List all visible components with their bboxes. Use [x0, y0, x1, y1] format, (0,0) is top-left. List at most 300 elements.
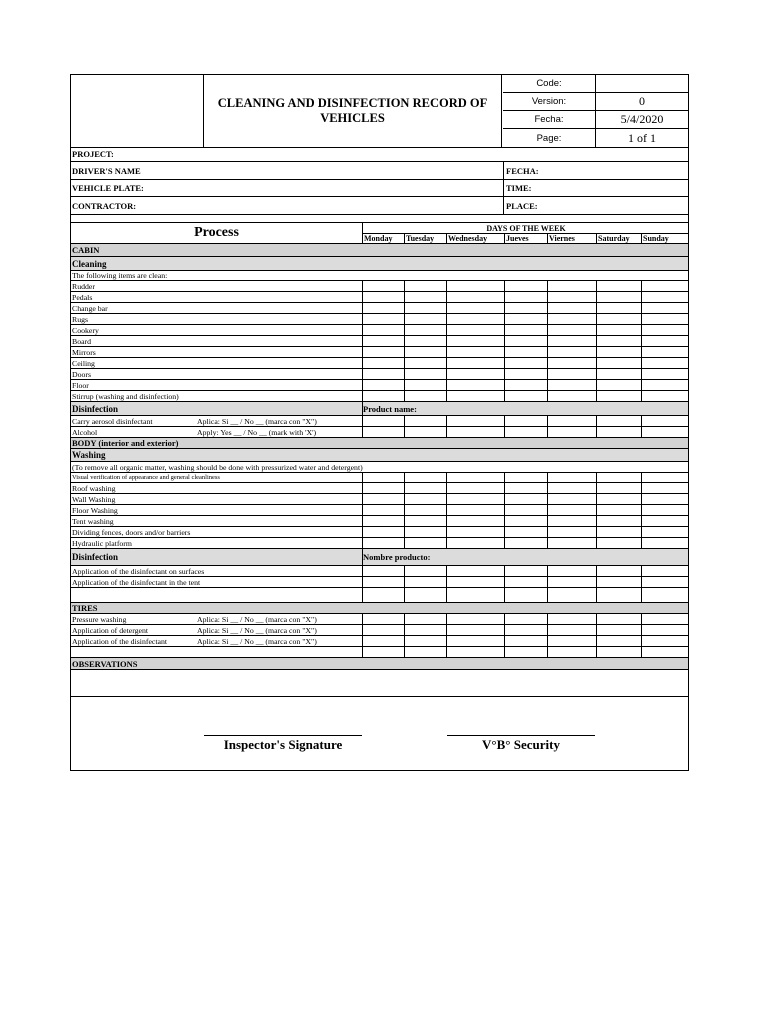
day-check-cell[interactable] — [641, 636, 688, 646]
day-check-cell[interactable] — [446, 577, 504, 587]
day-check-cell[interactable] — [404, 473, 446, 482]
day-check-cell[interactable] — [504, 566, 547, 576]
meta-fecha — [503, 111, 688, 129]
day-check-cell[interactable] — [596, 647, 641, 657]
checklist-row-floor — [71, 380, 688, 391]
checklist-row-ceiling — [71, 358, 688, 369]
checklist-row-change-bar — [71, 303, 688, 314]
day-header-jueves: Jueves — [504, 233, 547, 243]
checklist-row-application-of-the-disinfectant-on-surfa — [71, 566, 688, 577]
day-check-cell[interactable] — [547, 416, 596, 426]
day-check-cell[interactable] — [641, 416, 688, 426]
checklist-row-roof-washing — [71, 483, 688, 494]
day-check-cell[interactable] — [362, 527, 404, 537]
day-check-cell[interactable] — [362, 566, 404, 576]
day-check-cell[interactable] — [504, 505, 547, 515]
day-check-cell[interactable] — [362, 369, 404, 379]
grid-header — [71, 223, 688, 244]
day-check-cell[interactable] — [446, 625, 504, 635]
day-check-cell[interactable] — [504, 473, 547, 482]
day-check-cell[interactable] — [404, 336, 446, 346]
day-check-cell[interactable] — [504, 336, 547, 346]
day-check-cell[interactable] — [504, 391, 547, 401]
day-check-cell[interactable] — [547, 494, 596, 504]
day-check-cell[interactable] — [596, 566, 641, 576]
apply-choice-label: Aplica: Si __ / No __ (marca con "X") — [197, 625, 317, 635]
checklist-row-board — [71, 336, 688, 347]
day-check-cell[interactable] — [404, 625, 446, 635]
day-header-saturday: Saturday — [596, 233, 641, 243]
day-check-cell[interactable] — [596, 416, 641, 426]
day-check-cell[interactable] — [504, 483, 547, 493]
day-check-cell[interactable] — [547, 505, 596, 515]
row-label: TIRES — [72, 603, 98, 613]
row-label: Visual verification of appearance and general cleanliness — [72, 474, 220, 481]
row-label: Wall Washing — [72, 494, 116, 504]
day-check-cell[interactable] — [504, 647, 547, 657]
day-check-cell[interactable] — [547, 325, 596, 335]
day-check-cell[interactable] — [362, 614, 404, 624]
day-check-cell[interactable] — [504, 314, 547, 324]
product-name-cell[interactable] — [362, 402, 688, 415]
day-check-cell[interactable] — [404, 347, 446, 357]
checklist-row-application-of-the-disinfectant — [71, 636, 688, 647]
day-check-cell[interactable] — [404, 566, 446, 576]
day-check-cell[interactable] — [362, 625, 404, 635]
day-check-cell[interactable] — [504, 358, 547, 368]
day-check-cell[interactable] — [404, 636, 446, 646]
day-check-cell[interactable] — [362, 427, 404, 437]
day-check-cell[interactable] — [547, 336, 596, 346]
day-check-cell[interactable] — [547, 577, 596, 587]
row-label: Disinfection — [72, 552, 118, 562]
day-check-cell[interactable] — [547, 527, 596, 537]
day-check-cell[interactable] — [362, 416, 404, 426]
day-check-cell[interactable] — [547, 292, 596, 302]
apply-choice-label: Apply: Yes __ / No __ (mark with 'X') — [197, 427, 317, 437]
day-check-cell[interactable] — [547, 538, 596, 548]
day-check-cell[interactable] — [596, 292, 641, 302]
day-check-cell[interactable] — [596, 303, 641, 313]
day-check-cell[interactable] — [362, 588, 404, 602]
day-check-cell[interactable] — [641, 588, 688, 602]
day-check-cell[interactable] — [596, 473, 641, 482]
day-check-cell[interactable] — [547, 647, 596, 657]
day-check-cell[interactable] — [362, 336, 404, 346]
day-check-cell[interactable] — [641, 516, 688, 526]
form-header — [71, 75, 688, 148]
apply-choice-label: Aplica: Si __ / No __ (marca con "X") — [197, 636, 317, 646]
row-label: Pressure washing — [72, 614, 127, 624]
plate-label: VEHICLE PLATE: — [72, 183, 144, 193]
checklist-row-hydraulic-platform — [71, 538, 688, 549]
day-check-cell[interactable] — [596, 369, 641, 379]
day-check-cell[interactable] — [596, 391, 641, 401]
inspector-signature-label: Inspector's Signature — [223, 737, 343, 752]
day-check-cell[interactable] — [596, 516, 641, 526]
day-check-cell[interactable] — [547, 369, 596, 379]
meta-label: Version: — [503, 93, 596, 110]
day-check-cell[interactable] — [504, 588, 547, 602]
day-check-cell[interactable] — [362, 303, 404, 313]
day-check-cell[interactable] — [641, 380, 688, 390]
checklist-row-floor-washing — [71, 505, 688, 516]
day-check-cell[interactable] — [404, 483, 446, 493]
day-check-cell[interactable] — [404, 325, 446, 335]
days-title: DAYS OF THE WEEK — [362, 223, 689, 234]
day-check-cell[interactable] — [641, 494, 688, 504]
day-check-cell[interactable] — [404, 647, 446, 657]
day-check-cell[interactable] — [446, 347, 504, 357]
row-label: Application of the disinfectant in the tent — [72, 577, 201, 587]
day-check-cell[interactable] — [404, 516, 446, 526]
day-check-cell[interactable] — [504, 325, 547, 335]
day-check-cell[interactable] — [446, 416, 504, 426]
day-check-cell[interactable] — [404, 538, 446, 548]
day-check-cell[interactable] — [596, 281, 641, 291]
day-check-cell[interactable] — [362, 380, 404, 390]
checklist-row-washing — [71, 449, 688, 462]
day-check-cell[interactable] — [547, 380, 596, 390]
inspector-signature-line[interactable] — [204, 735, 362, 736]
vehicle-info — [71, 147, 688, 223]
day-check-cell[interactable] — [596, 614, 641, 624]
plate-row — [71, 180, 688, 197]
day-check-cell[interactable] — [404, 292, 446, 302]
day-check-cell[interactable] — [641, 325, 688, 335]
day-check-cell[interactable] — [504, 347, 547, 357]
day-check-cell[interactable] — [641, 647, 688, 657]
apply-choice-label: Aplica: Si __ / No __ (marca con "X") — [197, 416, 317, 426]
observations-box[interactable] — [71, 666, 688, 697]
checklist-row-doors — [71, 369, 688, 380]
row-label: CABIN — [72, 245, 100, 255]
day-check-cell[interactable] — [547, 636, 596, 646]
day-check-cell[interactable] — [547, 303, 596, 313]
day-check-cell[interactable] — [641, 614, 688, 624]
day-check-cell[interactable] — [504, 527, 547, 537]
day-check-cell[interactable] — [404, 614, 446, 624]
meta-value: 0 — [639, 94, 645, 108]
row-label: Floor Washing — [72, 505, 118, 515]
day-check-cell[interactable] — [404, 577, 446, 587]
row-label: Rugs — [72, 314, 89, 324]
day-check-cell[interactable] — [641, 391, 688, 401]
day-check-cell[interactable] — [362, 494, 404, 504]
checklist-row-visual-verification-of-appearance-and-ge — [71, 473, 688, 483]
day-check-cell[interactable] — [362, 577, 404, 587]
security-signature-label: V°B° Security — [482, 737, 560, 752]
day-check-cell[interactable] — [596, 577, 641, 587]
day-check-cell[interactable] — [547, 614, 596, 624]
meta-value — [596, 75, 688, 92]
day-check-cell[interactable] — [446, 473, 504, 482]
driver-label: DRIVER'S NAME — [72, 165, 141, 176]
day-check-cell[interactable] — [596, 538, 641, 548]
day-check-cell[interactable] — [446, 303, 504, 313]
day-check-cell[interactable] — [641, 527, 688, 537]
day-check-cell[interactable] — [362, 325, 404, 335]
day-check-cell[interactable] — [504, 416, 547, 426]
day-check-cell[interactable] — [547, 347, 596, 357]
day-check-cell[interactable] — [404, 358, 446, 368]
checklist-row-pedals — [71, 292, 688, 303]
day-check-cell[interactable] — [446, 538, 504, 548]
day-check-cell[interactable] — [404, 380, 446, 390]
day-check-cell[interactable] — [547, 281, 596, 291]
row-label: OBSERVATIONS — [72, 658, 138, 669]
meta-label: Fecha: — [503, 111, 596, 128]
day-check-cell[interactable] — [596, 494, 641, 504]
day-check-cell[interactable] — [362, 516, 404, 526]
day-check-cell[interactable] — [362, 391, 404, 401]
day-check-cell[interactable] — [362, 314, 404, 324]
checklist-row-alcohol — [71, 427, 688, 438]
row-label: Washing — [72, 450, 106, 460]
product-name-label: Product name: — [363, 403, 417, 414]
form-title: CLEANING AND DISINFECTION RECORD OF VEHICLES — [204, 75, 502, 147]
day-check-cell[interactable] — [446, 505, 504, 515]
section-header-cabin — [71, 244, 688, 257]
checklist-row-carry-aerosol-disinfectant — [71, 416, 688, 427]
row-label: Change bar — [72, 303, 108, 313]
day-check-cell[interactable] — [547, 588, 596, 602]
row-label: Board — [72, 336, 92, 346]
contractor-row — [71, 197, 688, 215]
day-check-cell[interactable] — [446, 516, 504, 526]
day-check-cell[interactable] — [641, 483, 688, 493]
day-header-wednesday: Wednesday — [446, 233, 504, 243]
checklist-row-stirrup-washing-and-disinfection — [71, 391, 688, 402]
row-label: Hydraulic platform — [72, 538, 132, 548]
day-check-cell[interactable] — [446, 483, 504, 493]
day-check-cell[interactable] — [446, 527, 504, 537]
row-label: BODY (interior and exterior) — [72, 438, 179, 448]
document-meta — [503, 75, 688, 147]
day-check-cell[interactable] — [362, 647, 404, 657]
row-label: Cookery — [72, 325, 99, 335]
day-check-cell[interactable] — [446, 647, 504, 657]
day-check-cell[interactable] — [504, 625, 547, 635]
checklist-row-blank — [71, 588, 688, 603]
row-label: Stirrup (washing and disinfection) — [72, 391, 179, 401]
day-check-cell[interactable] — [504, 494, 547, 504]
day-check-cell[interactable] — [504, 614, 547, 624]
section-header-tires — [71, 603, 688, 614]
day-check-cell[interactable] — [547, 427, 596, 437]
row-label: Disinfection — [72, 403, 118, 414]
security-signature-line[interactable] — [447, 735, 595, 736]
day-check-cell[interactable] — [547, 483, 596, 493]
row-label: Cleaning — [72, 258, 107, 269]
day-check-cell[interactable] — [446, 336, 504, 346]
day-check-cell[interactable] — [404, 494, 446, 504]
day-check-cell[interactable] — [641, 292, 688, 302]
day-check-cell[interactable] — [596, 483, 641, 493]
project-label: PROJECT: — [72, 149, 114, 159]
day-check-cell[interactable] — [596, 505, 641, 515]
day-check-cell[interactable] — [641, 369, 688, 379]
day-check-cell[interactable] — [596, 427, 641, 437]
day-check-cell[interactable] — [547, 473, 596, 482]
day-check-cell[interactable] — [446, 292, 504, 302]
day-check-cell[interactable] — [596, 336, 641, 346]
day-header-sunday: Sunday — [641, 233, 688, 243]
checklist-row-cookery — [71, 325, 688, 336]
day-check-cell[interactable] — [641, 281, 688, 291]
day-check-cell[interactable] — [504, 636, 547, 646]
day-check-cell[interactable] — [404, 391, 446, 401]
day-check-cell[interactable] — [404, 427, 446, 437]
day-check-cell[interactable] — [641, 505, 688, 515]
day-check-cell[interactable] — [504, 380, 547, 390]
day-check-cell[interactable] — [504, 303, 547, 313]
process-title: Process — [194, 225, 239, 240]
row-label: Dividing fences, doors and/or barriers — [72, 527, 191, 537]
row-label: Doors — [72, 369, 92, 379]
day-check-cell[interactable] — [362, 292, 404, 302]
day-check-cell[interactable] — [596, 380, 641, 390]
day-check-cell[interactable] — [596, 314, 641, 324]
meta-label: Code: — [503, 75, 596, 92]
day-check-cell[interactable] — [596, 358, 641, 368]
checklist-row-pressure-washing — [71, 614, 688, 625]
checklist-row-wall-washing — [71, 494, 688, 505]
checklist-row-mirrors — [71, 347, 688, 358]
day-check-cell[interactable] — [362, 347, 404, 357]
row-label: Mirrors — [72, 347, 96, 357]
day-check-cell[interactable] — [596, 636, 641, 646]
day-check-cell[interactable] — [446, 391, 504, 401]
row-label: Carry aerosol disinfectant — [72, 416, 153, 426]
day-check-cell[interactable] — [641, 303, 688, 313]
meta-label: Page: — [503, 129, 596, 147]
meta-code — [503, 75, 688, 93]
day-check-cell[interactable] — [362, 538, 404, 548]
day-check-cell[interactable] — [404, 303, 446, 313]
day-check-cell[interactable] — [446, 358, 504, 368]
meta-version — [503, 93, 688, 111]
contractor-label: CONTRACTOR: — [72, 200, 137, 211]
day-check-cell[interactable] — [404, 505, 446, 515]
day-check-cell[interactable] — [446, 314, 504, 324]
day-check-cell[interactable] — [641, 336, 688, 346]
day-check-cell[interactable] — [504, 292, 547, 302]
day-check-cell[interactable] — [404, 527, 446, 537]
day-check-cell[interactable] — [547, 391, 596, 401]
day-check-cell[interactable] — [641, 566, 688, 576]
day-check-cell[interactable] — [596, 527, 641, 537]
day-check-cell[interactable] — [362, 483, 404, 493]
day-check-cell[interactable] — [547, 314, 596, 324]
day-check-cell[interactable] — [641, 538, 688, 548]
day-header-monday: Monday — [362, 233, 404, 243]
day-check-cell[interactable] — [446, 636, 504, 646]
day-check-cell[interactable] — [446, 369, 504, 379]
section-header-body-interior-and-exterior — [71, 438, 688, 449]
day-check-cell[interactable] — [504, 427, 547, 437]
day-check-cell[interactable] — [641, 427, 688, 437]
project-row — [71, 147, 688, 162]
day-check-cell[interactable] — [446, 566, 504, 576]
day-check-cell[interactable] — [404, 369, 446, 379]
day-check-cell[interactable] — [446, 380, 504, 390]
fecha-label: FECHA: — [503, 162, 539, 179]
checklist-row-disinfection — [71, 402, 688, 416]
checklist-row-dividing-fences-doors-and-or-barriers — [71, 527, 688, 538]
day-check-cell[interactable] — [641, 473, 688, 482]
day-check-cell[interactable] — [641, 358, 688, 368]
day-check-cell[interactable] — [547, 625, 596, 635]
day-check-cell[interactable] — [596, 588, 641, 602]
day-check-cell[interactable] — [641, 314, 688, 324]
row-label: Application of detergent — [72, 625, 149, 635]
day-check-cell[interactable] — [596, 625, 641, 635]
day-header-viernes: Viernes — [547, 233, 596, 243]
row-label: The following items are clean: — [72, 271, 168, 280]
day-check-cell[interactable] — [362, 505, 404, 515]
day-check-cell[interactable] — [362, 358, 404, 368]
day-check-cell[interactable] — [596, 325, 641, 335]
row-label: (To remove all organic matter, washing should be done with pressurized water and detergent) — [72, 462, 363, 472]
day-check-cell[interactable] — [504, 577, 547, 587]
day-check-cell[interactable] — [446, 494, 504, 504]
day-check-cell[interactable] — [404, 416, 446, 426]
day-check-cell[interactable] — [446, 427, 504, 437]
checklist-row-application-of-the-disinfectant-in-the-t — [71, 577, 688, 588]
day-check-cell[interactable] — [547, 358, 596, 368]
day-check-cell[interactable] — [596, 347, 641, 357]
day-check-cell[interactable] — [404, 588, 446, 602]
day-check-cell[interactable] — [362, 473, 404, 482]
day-check-cell[interactable] — [446, 325, 504, 335]
day-check-cell[interactable] — [404, 281, 446, 291]
day-check-cell[interactable] — [641, 347, 688, 357]
day-check-cell[interactable] — [547, 516, 596, 526]
checklist-row-disinfection — [71, 549, 688, 566]
day-check-cell[interactable] — [362, 636, 404, 646]
day-check-cell[interactable] — [547, 566, 596, 576]
day-check-cell[interactable] — [404, 314, 446, 324]
row-label: Pedals — [72, 292, 93, 302]
day-header-tuesday: Tuesday — [404, 233, 446, 243]
row-label: Ceiling — [72, 358, 95, 368]
day-check-cell[interactable] — [446, 281, 504, 291]
day-check-cell[interactable] — [504, 538, 547, 548]
day-check-cell[interactable] — [446, 588, 504, 602]
row-label: Tent washing — [72, 516, 114, 526]
product-name-cell[interactable] — [362, 549, 688, 565]
apply-choice-label: Aplica: Si __ / No __ (marca con "X") — [197, 614, 317, 624]
day-check-cell[interactable] — [641, 577, 688, 587]
checklist-row-the-following-items-are-clean — [71, 271, 688, 281]
place-label: PLACE: — [503, 197, 538, 214]
spacer-row — [71, 215, 688, 223]
day-check-cell[interactable] — [641, 625, 688, 635]
day-check-cell[interactable] — [504, 369, 547, 379]
day-check-cell[interactable] — [446, 614, 504, 624]
day-check-cell[interactable] — [504, 516, 547, 526]
row-label: Application of the disinfectant on surfaces — [72, 566, 205, 576]
checklist-row-tent-washing — [71, 516, 688, 527]
row-label: Rudder — [72, 281, 95, 291]
checklist-row-cleaning — [71, 257, 688, 271]
meta-value: 1 of 1 — [628, 130, 656, 145]
day-check-cell[interactable] — [504, 281, 547, 291]
row-label: Alcohol — [72, 427, 98, 437]
day-check-cell[interactable] — [362, 281, 404, 291]
checklist-row-rudder — [71, 281, 688, 292]
